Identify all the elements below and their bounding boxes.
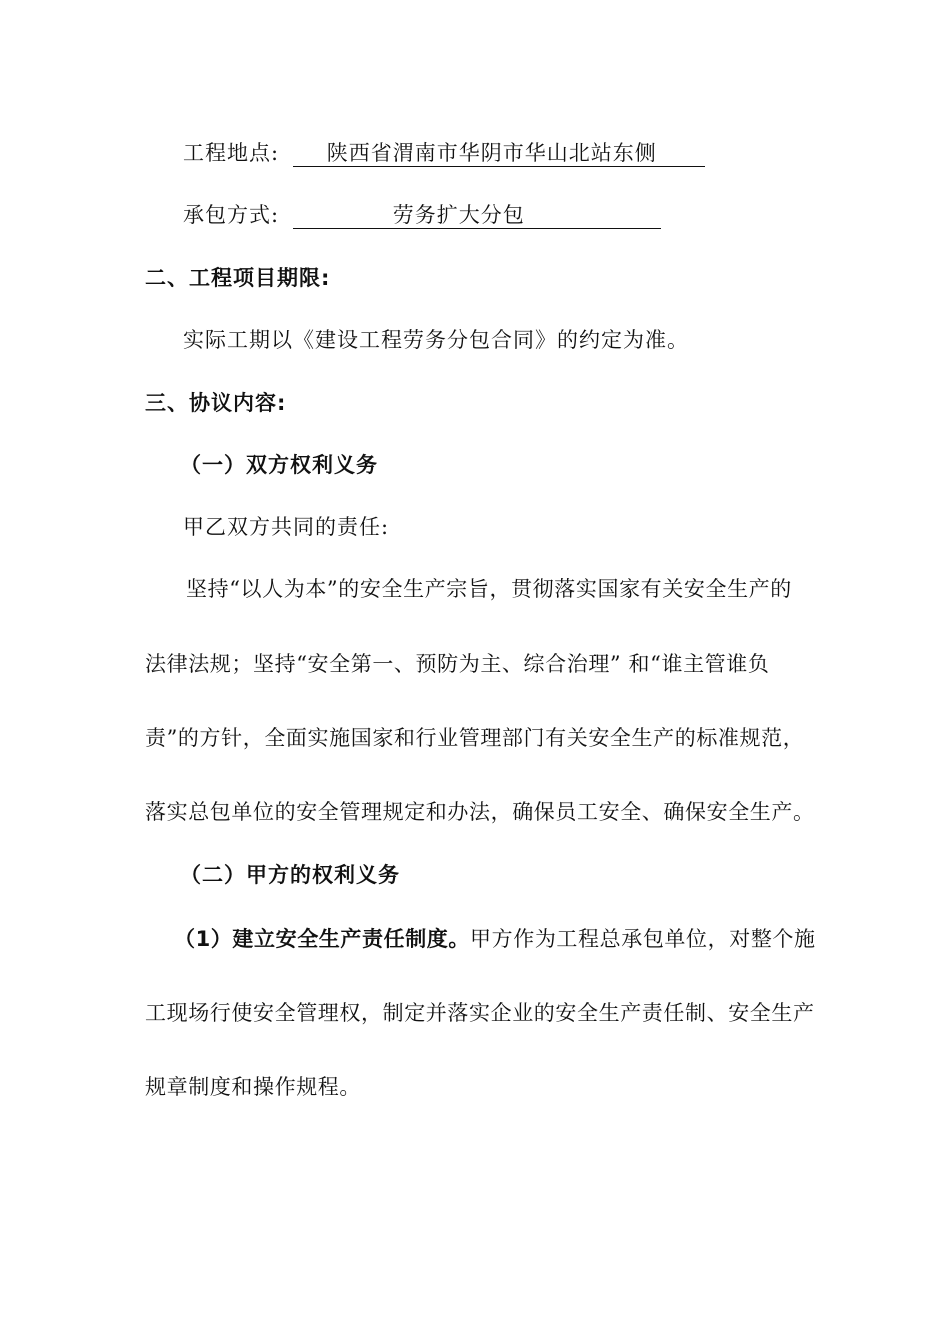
sub2-line: 工现场行使安全管理权，制定并落实企业的安全生产责任制、安全生产 xyxy=(145,1001,815,1025)
sub2-heading: （二）甲方的权利义务 xyxy=(180,863,400,887)
sub2-item1 xyxy=(174,924,816,954)
contract-mode-label: 承包方式: xyxy=(183,203,280,227)
sub2-item1-title: （1）建立安全生产责任制度。 xyxy=(174,927,471,951)
location-value-underline xyxy=(293,140,705,167)
section3-heading: 三、协议内容: xyxy=(145,391,287,415)
location-value: 陕西省渭南市华阴市华山北站东侧 xyxy=(326,141,657,165)
sub1-line: 责”的方针，全面实施国家和行业管理部门有关安全生产的标准规范， xyxy=(145,726,805,750)
sub1-line: 落实总包单位的安全管理规定和办法，确保员工安全、确保安全生产。 xyxy=(145,800,815,824)
sub1-heading: （一）双方权利义务 xyxy=(180,453,378,477)
sub1-intro: 甲乙双方共同的责任: xyxy=(183,515,390,539)
section2-text: 实际工期以《建设工程劳务分包合同》的约定为准。 xyxy=(183,328,689,352)
section2-heading: 二、工程项目期限: xyxy=(145,266,331,290)
location-label: 工程地点: xyxy=(183,141,280,165)
sub1-line: 坚持“以人为本”的安全生产宗旨，贯彻落实国家有关安全生产的 xyxy=(186,577,792,601)
sub2-item1-text: 甲方作为工程总承包单位，对整个施 xyxy=(470,927,816,951)
contract-mode-value-underline xyxy=(293,202,661,229)
contract-mode-row xyxy=(183,200,661,230)
location-row xyxy=(183,138,705,168)
contract-mode-value: 劳务扩大分包 xyxy=(392,203,525,227)
sub2-line: 规章制度和操作规程。 xyxy=(145,1075,361,1099)
sub1-line: 法律法规；坚持“安全第一、预防为主、综合治理” 和“谁主管谁负 xyxy=(145,652,770,676)
